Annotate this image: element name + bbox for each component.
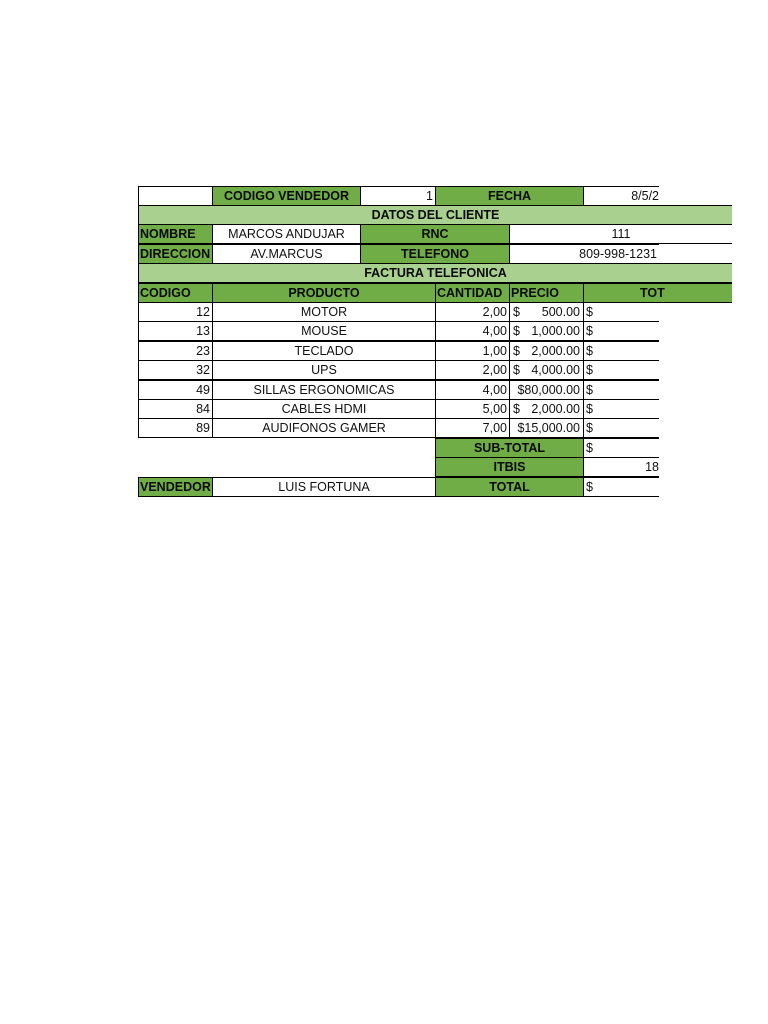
row-producto[interactable]: UPS — [212, 360, 436, 380]
direccion-value[interactable]: AV.MARCUS — [212, 244, 361, 264]
row-precio[interactable] — [509, 360, 584, 380]
currency-symbol — [512, 381, 513, 399]
precio-amount: $80,000.00 — [517, 383, 580, 397]
row-cantidad[interactable]: 4,00 — [435, 380, 510, 400]
row-total[interactable]: $ — [583, 418, 659, 438]
section-title-cliente[interactable]: DATOS DEL CLIENTE — [138, 205, 732, 225]
subtotal-label[interactable]: SUB-TOTAL — [435, 438, 584, 458]
row-cantidad[interactable]: 1,00 — [435, 341, 510, 361]
row-total[interactable]: $ — [583, 302, 659, 322]
row-producto[interactable]: MOUSE — [212, 321, 436, 341]
row-cantidad[interactable]: 4,00 — [435, 321, 510, 341]
row-total[interactable]: $ — [583, 380, 659, 400]
telefono-value[interactable]: 809-998-1231 — [509, 244, 659, 264]
row-total[interactable]: $ — [583, 321, 659, 341]
row-cantidad[interactable]: 2,00 — [435, 360, 510, 380]
col-header-precio[interactable]: PRECIO — [509, 283, 584, 303]
currency-symbol — [512, 419, 513, 437]
fecha-label[interactable]: FECHA — [435, 186, 584, 206]
section-title-factura[interactable]: FACTURA TELEFONICA — [138, 263, 732, 283]
row-codigo[interactable]: 84 — [138, 399, 213, 419]
currency-symbol: $ — [513, 363, 520, 377]
row-codigo[interactable]: 12 — [138, 302, 213, 322]
row-codigo[interactable]: 23 — [138, 341, 213, 361]
itbis-value[interactable]: 18 — [583, 457, 659, 477]
row-precio[interactable] — [509, 380, 584, 400]
col-header-producto[interactable]: PRODUCTO — [212, 283, 436, 303]
row-codigo[interactable]: 13 — [138, 321, 213, 341]
total-label[interactable]: TOTAL — [435, 477, 584, 497]
blank-cell[interactable] — [138, 186, 213, 206]
rnc-value[interactable]: 111 — [509, 224, 732, 244]
currency-symbol: $ — [513, 305, 520, 319]
col-header-total[interactable] — [583, 283, 732, 303]
row-producto[interactable]: AUDIFONOS GAMER — [212, 418, 436, 438]
vendedor-label[interactable]: VENDEDOR — [138, 477, 213, 497]
direccion-label[interactable]: DIRECCION — [138, 244, 213, 264]
total-value[interactable]: $ — [583, 477, 659, 497]
row-codigo[interactable]: 49 — [138, 380, 213, 400]
codigo-vendedor-value[interactable]: 1 — [360, 186, 436, 206]
currency-symbol: $ — [513, 344, 520, 358]
precio-amount: 500.00 — [541, 305, 580, 319]
nombre-label[interactable]: NOMBRE — [138, 224, 213, 244]
row-producto[interactable]: TECLADO — [212, 341, 436, 361]
currency-symbol: $ — [513, 402, 520, 416]
row-precio[interactable] — [509, 321, 584, 341]
currency-symbol: $ — [513, 324, 520, 338]
fecha-value[interactable]: 8/5/2 — [583, 186, 659, 206]
col-header-codigo[interactable]: CODIGO — [138, 283, 213, 303]
col-header-cantidad[interactable]: CANTIDAD — [435, 283, 510, 303]
row-producto[interactable]: SILLAS ERGONOMICAS — [212, 380, 436, 400]
nombre-value[interactable]: MARCOS ANDUJAR — [212, 224, 361, 244]
row-total[interactable]: $ — [583, 360, 659, 380]
row-precio[interactable] — [509, 302, 584, 322]
row-precio[interactable] — [509, 341, 584, 361]
rnc-label[interactable]: RNC — [360, 224, 510, 244]
row-precio[interactable] — [509, 399, 584, 419]
codigo-vendedor-label[interactable]: CODIGO VENDEDOR — [212, 186, 361, 206]
row-codigo[interactable]: 32 — [138, 360, 213, 380]
row-total[interactable]: $ — [583, 341, 659, 361]
subtotal-value[interactable]: $ — [583, 438, 659, 458]
row-producto[interactable]: MOTOR — [212, 302, 436, 322]
row-total[interactable]: $ — [583, 399, 659, 419]
row-producto[interactable]: CABLES HDMI — [212, 399, 436, 419]
row-precio[interactable] — [509, 418, 584, 438]
vendedor-value[interactable]: LUIS FORTUNA — [212, 477, 436, 497]
precio-amount: 2,000.00 — [531, 402, 580, 416]
precio-amount: 2,000.00 — [531, 344, 580, 358]
precio-amount: 4,000.00 — [531, 363, 580, 377]
row-codigo[interactable]: 89 — [138, 418, 213, 438]
itbis-label[interactable]: ITBIS — [435, 457, 584, 477]
col-header-total-label: TOT — [640, 286, 665, 300]
telefono-label[interactable]: TELEFONO — [360, 244, 510, 264]
row-cantidad[interactable]: 5,00 — [435, 399, 510, 419]
row-cantidad[interactable]: 7,00 — [435, 418, 510, 438]
precio-amount: 1,000.00 — [531, 324, 580, 338]
precio-amount: $15,000.00 — [517, 421, 580, 435]
row-cantidad[interactable]: 2,00 — [435, 302, 510, 322]
